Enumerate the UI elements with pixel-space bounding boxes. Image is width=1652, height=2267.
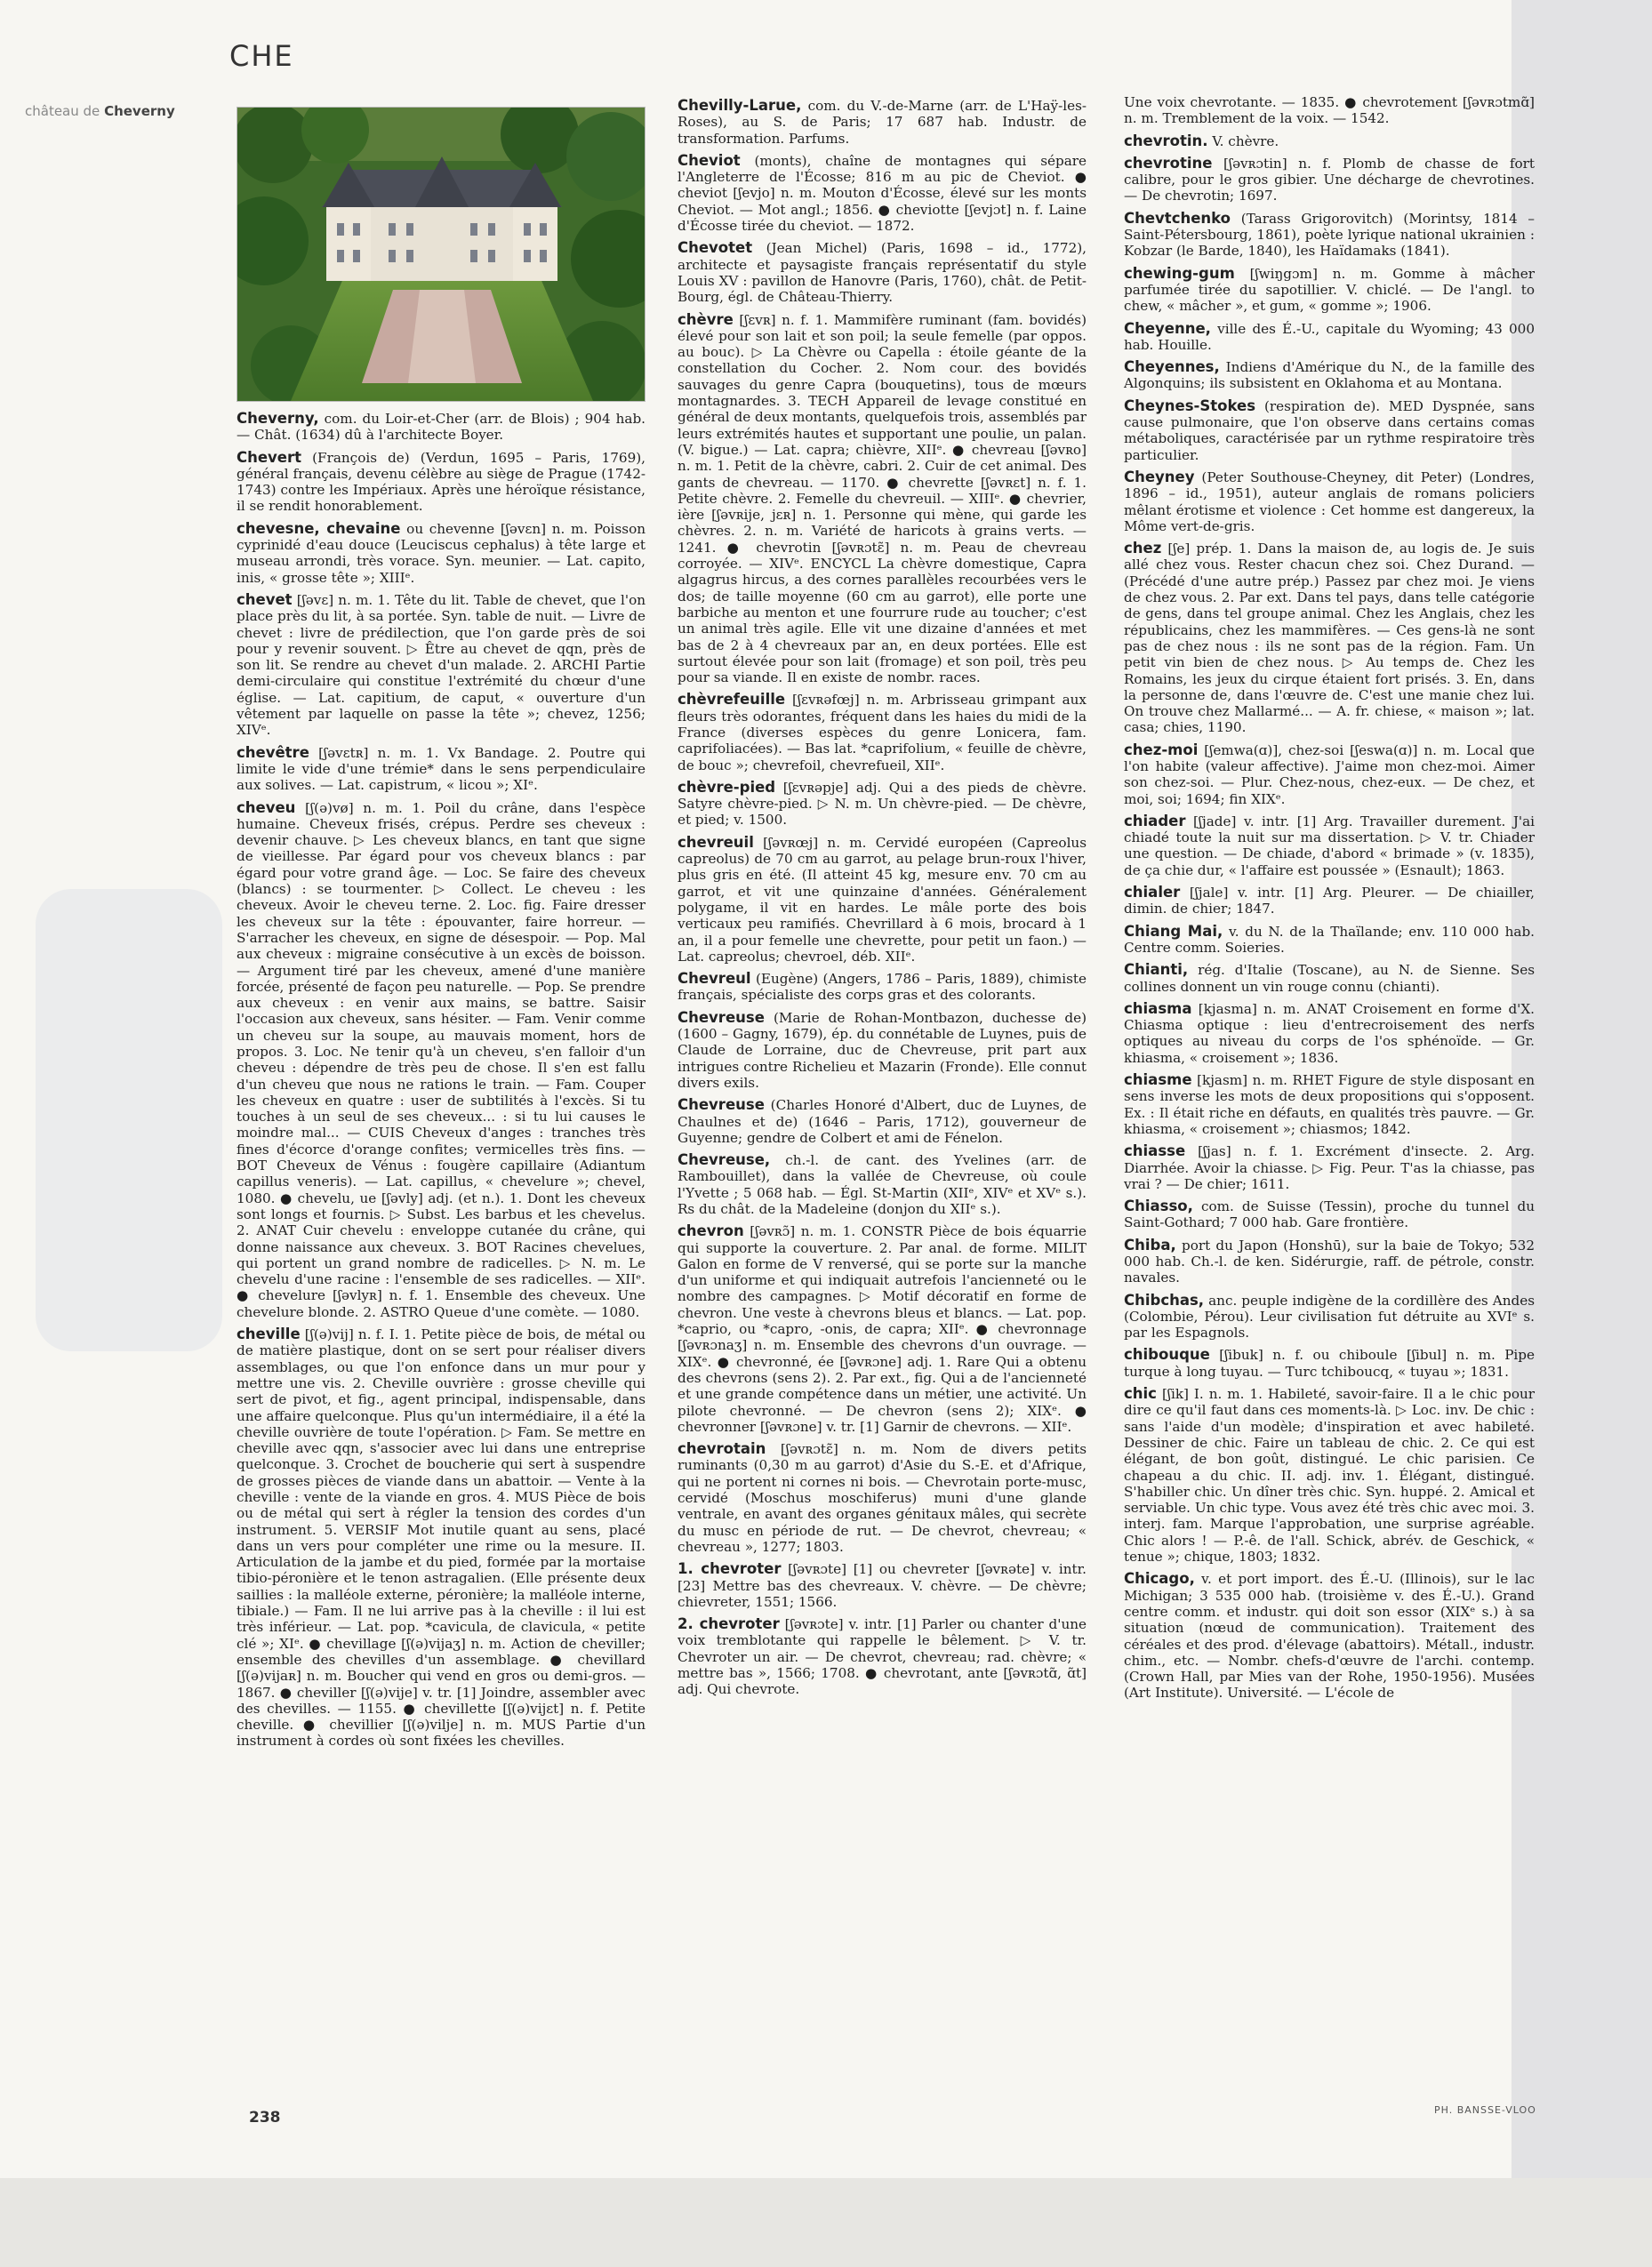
dictionary-entry <box>237 1326 646 1750</box>
entry-definition: [ʃ(ə)vij] n. f. I. 1. Petite pièce de bois, de métal ou de matière plastique, dont on se sert pour réaliser divers assemblages, ou que l'on enfonce dans un mur pour y mettre une vis. 2. Cheville ouvrière : grosse cheville qui sert de pivot, et fig., agent principal, indispensable, dans une affaire quelconque. Plus qu'un intermédiaire, il a été la cheville ouvrière de toute l'opération. ▷ Fam. Se mettre en cheville avec qqn, s'associer avec lui dans une entreprise quelconque. 3. Crochet de boucherie qui sert à suspendre de grosses pièces de viande dans un abattoir. — Vente à la cheville : vente de la viande en gros. 4. MUS Pièce de bois ou de métal qui sert à régler la tension des cordes d'un instrument. 5. VERSIF Mot inutile quant au sens, placé dans un vers pour compléter une rime ou la mesure. II. Articulation de la jambe et du pied, formée par la mortaise tibio-péronière et le tenon astragalien. (Elle présente deux saillies : la malléole externe, péronière; la malléole interne, tibiale.) — Fam. Il ne lui arrive pas à la cheville : il lui est très inférieur. — Lat. pop. *cavicula, de clavicula, « petite clé »; XIᵉ. ● chevillage [ʃ(ə)vijaʒ] n. m. Action de cheviller; ensemble des chevilles d'un assemblage. ● chevillard [ʃ(ə)vijaʀ] n. m. Boucher qui vend en gros ou demi-gros. — 1867. ● cheviller [ʃ(ə)vije] v. tr. [1] Joindre, assembler avec des chevilles. — 1155. ● chevillette [ʃ(ə)vijɛt] n. f. Petite cheville. ● chevillier [ʃ(ə)vilje] n. m. MUS Partie d'un instrument à cordes où sont fixées les chevilles. <box>237 1326 646 1750</box>
entry-headword: Chibchas, <box>1124 1291 1205 1309</box>
dictionary-entry <box>1124 1386 1535 1565</box>
entry-headword: chèvre-pied <box>678 778 776 796</box>
dictionary-entry <box>237 411 646 444</box>
dictionary-entry <box>1124 133 1535 149</box>
dictionary-entry <box>678 1010 1087 1091</box>
entry-definition: (Charles Honoré d'Albert, duc de Luynes, de Chaulnes et de) (1646 – Paris, 1712), gouverneur de Guyenne; gendre de Colbert et ami de Fénelon. <box>678 1097 1087 1146</box>
entry-headword: chevreuil <box>678 833 754 851</box>
dictionary-entry <box>678 1223 1087 1435</box>
entry-headword: Cheviot <box>678 151 741 169</box>
entry-headword: Chicago, <box>1124 1570 1195 1588</box>
entry-definition: [ʃibuk] n. f. ou chiboule [ʃibul] n. m. Pipe turque à long tuyau. — Turc tchiboucq, « tuyau »; 1831. <box>1124 1347 1535 1380</box>
entry-headword: chialer <box>1124 884 1181 901</box>
entry-definition: Une voix chevrotante. — 1835. ● chevrotement [ʃəvʀɔtmɑ̃] n. m. Tremblement de la voix. — 1542. <box>1124 94 1535 127</box>
dictionary-entry <box>1124 1347 1535 1380</box>
entry-definition: [ʃəvʀœj] n. m. Cervidé européen (Capreolus capreolus) de 70 cm au garrot, au pelage brun-roux l'hiver, plus gris en été. (Il atteint 45 kg, mesure env. 70 cm au garrot, et vit une quinzaine d'années. Généralement polygame, il vit en hardes. Le mâle porte des bois verticaux peu ramifiés. Chevrillard à 6 mois, brocard à 1 an, il a pour femelle une chevrette, pour petit un faon.) — Lat. capreolus; chevroel, déb. XIIᵉ. <box>678 834 1087 965</box>
entry-headword: Chevert <box>237 448 302 466</box>
entry-headword: chez-moi <box>1124 741 1199 758</box>
dictionary-entry <box>678 240 1087 305</box>
entry-definition: [ʃəvʀɔte] [1] ou chevreter [ʃəvʀəte] v. intr. [23] Mettre bas des chevreaux. V. chèvre. — De chèvre; chievreter, 1551; 1566. <box>678 1561 1087 1610</box>
photo-caption-prefix: château de <box>25 103 100 119</box>
dictionary-entry <box>1124 469 1535 534</box>
dictionary-entry <box>1124 1072 1535 1137</box>
entry-headword: Chevreuse <box>678 1008 765 1026</box>
entry-definition: ch.-l. de cant. des Yvelines (arr. de Rambouillet), dans la vallée de Chevreuse, où coule l'Yvette ; 5 068 hab. — Égl. St-Martin (XIIᵉ, XIVᵉ et XVᵉ s.). Rs du chât. de la Madeleine (donjon du XIIᵉ s.). <box>678 1152 1087 1217</box>
dictionary-entry <box>678 780 1087 829</box>
entry-definition: [ʃəvɛtʀ] n. m. 1. Vx Bandage. 2. Poutre qui limite le vide d'une trémie* dans le sens perpendiculaire aux solives. — Lat. capistrum, « licou »; XIᵉ. <box>237 744 646 794</box>
dictionary-entry <box>678 835 1087 965</box>
entry-headword: Chevotet <box>678 239 753 257</box>
entry-definition: com. du Loir-et-Cher (arr. de Blois) ; 904 hab. — Chât. (1634) dû à l'architecte Boyer. <box>237 411 646 444</box>
entry-definition: (Peter Southouse-Cheyney, dit Peter) (Londres, 1896 – id., 1951), auteur anglais de romans policiers mêlant érotisme et violence : Cet homme est dangereux, la Môme vert-de-gris. <box>1124 469 1535 534</box>
entry-headword: chic <box>1124 1385 1157 1403</box>
chateau-photo <box>237 107 646 402</box>
dictionary-entry <box>1124 94 1535 127</box>
dictionary-entry <box>1124 813 1535 878</box>
show-through-shadow <box>36 889 222 1351</box>
entry-headword: 1. chevroter <box>678 1560 782 1578</box>
entry-headword: Chianti, <box>1124 961 1189 979</box>
entry-definition: (Marie de Rohan-Montbazon, duchesse de) (1600 – Gagny, 1679), ép. du connétable de Luynes, puis de Claude de Lorraine, duc de Chevreuse, prit part aux intrigues contre Richelieu et Mazarin (Fronde). Elle connut divers exils. <box>678 1009 1087 1091</box>
entry-headword: Chiasso, <box>1124 1198 1193 1215</box>
entry-definition: [ʃəvɛ] n. m. 1. Tête du lit. Table de chevet, que l'on place près du lit, à sa portée. Syn. table de nuit. — Livre de chevet : livre de prédilection, que l'on garde près de soi pour y revenir souvent. ▷ Être au chevet de qqn, près de son lit. Se rendre au chevet d'un malade. 2. ARCHI Partie demi-circulaire qui constitue l'extrémité du chœur d'une église. — Lat. capitium, de caput, « ouverture d'un vêtement par laquelle on passe la tête »; chevez, 1256; XIVᵉ. <box>237 591 646 739</box>
dictionary-entry <box>678 971 1087 1004</box>
dictionary-entry <box>1124 266 1535 315</box>
chateau-illustration <box>237 108 645 401</box>
dictionary-entry <box>1124 1001 1535 1066</box>
entry-headword: chiasma <box>1124 999 1192 1017</box>
entry-definition: [ʃəvʀɔ̃] n. m. 1. CONSTR Pièce de bois équarrie qui supporte la couverture. 2. Par anal. de forme. MILIT Galon en forme de V renversé, qui se porte sur la manche d'un uniforme et qui indiquait autrefois l'ancienneté ou le nombre des campagnes. ▷ Motif décoratif en forme de chevron. Une veste à chevrons bleus et blancs. — Lat. pop. *caprio, ou *capro, -onis, de capra; XIIᵉ. ● chevronnage [ʃəvʀɔnaʒ] n. m. Ensemble des chevrons d'un ouvrage. — XIXᵉ. ● chevronné, ée [ʃəvʀɔne] adj. 1. Rare Qui a obtenu des chevrons (sens 2). 2. Par ext., fig. Qui a de l'ancienneté et une grande compétence dans un métier, une activité. Un pilote chevronné. — De chevron (sens 2); XIXᵉ. ● chevronner [ʃəvʀɔne] v. tr. [1] Garnir de chevrons. — XIIᵉ. <box>678 1223 1087 1435</box>
dictionary-entry <box>1124 398 1535 463</box>
photo-caption <box>25 103 175 119</box>
running-head: CHE <box>229 39 294 73</box>
entry-definition: [ʃɛvʀəpje] adj. Qui a des pieds de chèvre. Satyre chèvre-pied. ▷ N. m. Un chèvre-pied. — De chèvre, et pied; v. 1500. <box>678 779 1087 829</box>
entry-definition: [kjasma] n. m. ANAT Croisement en forme d'X. Chiasma optique : lieu d'entrecroisement des nerfs optiques au niveau du corps de l'os sphénoïde. — Gr. khiasma, « croisement »; 1836. <box>1124 1000 1535 1066</box>
entry-headword: chez <box>1124 540 1162 557</box>
entry-definition: [ʃjade] v. intr. [1] Arg. Travailler durement. J'ai chiadé toute la nuit sur ma dissertation. ▷ V. tr. Chiader une question. — De chiade, d'abord « brimade » (v. 1835), de ça chie dur, « l'affaire est poussée » (Esnault); 1863. <box>1124 813 1535 878</box>
text-column-1 <box>237 411 646 1756</box>
entry-headword: chèvrefeuille <box>678 691 786 709</box>
scanner-margin-bottom <box>0 2178 1652 2267</box>
entry-definition: (Tarass Grigorovitch) (Morintsy, 1814 – Saint-Pétersbourg, 1861), poète lyrique national ukrainien : Kobzar (le Barde, 1840), les Haïdamaks (1841). <box>1124 210 1535 260</box>
entry-definition: [ʃɛvʀ] n. f. 1. Mammifère ruminant (fam. bovidés) élevé pour son lait et son poil; la seule femelle (par oppos. au bouc). ▷ La Chèvre ou Capella : étoile géante de la constellation du Cocher. 2. Nom cour. des bovidés sauvages du genre Capra (bouquetins), tous de mœurs montagnardes. 3. TECH Appareil de levage constitué en général de deux montants, quelquefois trois, assemblés par leurs extrémités hautes et supportant une poulie, un palan. (V. bigue.) — Lat. capra; chièvre, XIIᵉ. ● chevreau [ʃəvʀo] n. m. 1. Petit de la chèvre, cabri. 2. Cuir de cet animal. Des gants de chevreau. — 1170. ● chevrette [ʃəvʀɛt] n. f. 1. Petite chèvre. 2. Femelle du chevreuil. — XIIIᵉ. ● chevrier, ière [ʃəvʀije, jɛʀ] n. 1. Personne qui mène, qui garde les chèvres. 2. n. m. Variété de haricots à grains verts. — 1241. ● chevrotin [ʃəvʀɔtɛ̃] n. m. Peau de chevreau corroyée. — XIVᵉ. ENCYCL La chèvre domestique, Capra algagrus hircus, a des cornes parallèles recourbées vers le dos; de taille moyenne (60 cm au garrot), elle porte une barbiche au menton et une fourrure rude au toucher; c'est un animal très agile. Elle vit une dizaine d'années et met bas de 2 à 4 chevreaux par an, en deux portées. Elle est surtout élevée pour son lait (fromage) et son poil, très peu pour sa viande. Il en existe de nombr. races. <box>678 311 1087 686</box>
dictionary-entry <box>1124 1143 1535 1192</box>
entry-headword: chevesne, chevaine <box>237 519 401 537</box>
entry-definition: [ʃəvʀɔtɛ̃] n. m. Nom de divers petits ruminants (0,30 m au garrot) d'Asie du S.-E. et d'Afrique, qui ne portent ni cornes ni bois. — Chevrotain porte-musc, cervidé (Moschus moschiferus) muni d'une glande ventrale, en avant des organes génitaux mâles, qui secrète du musc en période de rut. — De chevrot, chevreau; « chevreau », 1277; 1803. <box>678 1441 1087 1555</box>
dictionary-entry <box>1124 541 1535 736</box>
dictionary-entry <box>237 800 646 1321</box>
dictionary-entry <box>237 521 646 586</box>
entry-headword: Chevreuse <box>678 1096 765 1114</box>
entry-definition: com. du V.-de-Marne (arr. de L'Haÿ-les-Roses), au S. de Paris; 17 687 hab. Industr. de transformation. Parfums. <box>678 98 1087 147</box>
entry-headword: chibouque <box>1124 1346 1210 1364</box>
entry-definition: ou chevenne [ʃəvɛn] n. m. Poisson cyprinidé d'eau douce (Leuciscus cephalus) à tête large et museau arrondi, très vorace. Syn. meunier. — Lat. capito, inis, « grosse tête »; XIIIᵉ. <box>237 520 646 586</box>
photo-credit: PH. BANSSE-VLOO <box>1434 2104 1536 2116</box>
entry-definition: [ʃjas] n. f. 1. Excrément d'insecte. 2. Arg. Diarrhée. Avoir la chiasse. ▷ Fig. Peur. T'as la chiasse, pas vrai ? — De chier; 1611. <box>1124 1143 1535 1192</box>
dictionary-entry <box>1124 885 1535 917</box>
entry-headword: Chevreul <box>678 970 751 988</box>
entry-headword: Chiba, <box>1124 1236 1176 1254</box>
text-column-2 <box>678 98 1087 1704</box>
dictionary-entry <box>237 592 646 739</box>
dictionary-entry <box>1124 359 1535 392</box>
dictionary-entry <box>1124 1293 1535 1342</box>
dictionary-entry <box>1124 1571 1535 1701</box>
entry-headword: Cheyenne, <box>1124 319 1211 337</box>
entry-definition: (François de) (Verdun, 1695 – Paris, 1769), général français, devenu célèbre au siège de Prague (1742-1743) contre les Impériaux. Après une héroïque résistance, il se rendit honorablement. <box>237 449 646 515</box>
dictionary-entry <box>237 450 646 515</box>
dictionary-entry <box>678 98 1087 147</box>
entry-definition: [ʃwiŋgɔm] n. m. Gomme à mâcher parfumée tirée du sapotillier. V. chiclé. — De l'angl. to chew, « mâcher », et gum, « gomme »; 1906. <box>1124 265 1535 315</box>
dictionary-entry <box>678 692 1087 773</box>
entry-definition: rég. d'Italie (Toscane), au N. de Sienne. Ses collines donnent un vin rouge connu (chianti). <box>1124 962 1536 995</box>
entry-headword: cheveu <box>237 798 296 816</box>
entry-definition: [ʃjale] v. intr. [1] Arg. Pleurer. — De chiailler, dimin. de chier; 1847. <box>1124 885 1535 917</box>
entry-definition: anc. peuple indigène de la cordillère des Andes (Colombie, Pérou). Leur civilisation fut détruite au XVIᵉ s. par les Espagnols. <box>1124 1292 1536 1342</box>
photo-caption-name: Cheverny <box>104 103 175 119</box>
text-column-3 <box>1124 94 1535 1708</box>
entry-headword: chevet <box>237 590 293 608</box>
dictionary-entry <box>678 1561 1087 1610</box>
entry-definition: port du Japon (Honshū), sur la baie de Tokyo; 532 000 hab. Ch.-l. de ken. Sidérurgie, raff. de pétrole, constr. navales. <box>1124 1237 1535 1286</box>
entry-headword: chiasse <box>1124 1142 1186 1160</box>
entry-definition: [ʃe] prép. 1. Dans la maison de, au logis de. Je suis allé chez vous. Rester chacun chez soi. Chez Durand. — (Précédé d'une autre prép.) Passez par chez moi. Je viens de chez vous. 2. Par ext. Dans tel pays, dans telle catégorie de gens, dans tel groupe animal. Chez les Anglais, chez les républicains, chez les mammifères. — Ces gens-là ne sont pas de chez nous : ils ne sont pas de la région. Fam. Un petit vin bien de chez nous. ▷ Au temps de. Chez les Romains, les jeux du cirque étaient fort prisés. 3. En, dans la personne de, dans l'œuvre de. C'est une manie chez lui. On trouve chez Mallarmé... — A. fr. chiese, « maison »; lat. casa; chies, 1190. <box>1124 541 1535 736</box>
dictionary-entry <box>678 312 1087 686</box>
entry-definition: v. et port import. des É.-U. (Illinois), sur le lac Michigan; 3 535 000 hab. (troisième v. des É.-U.). Grand centre comm. et industr. qui doit son essor (XIXᵉ s.) à sa situation (nœud de communication). Traitement des céréales et des prod. d'élevage (abattoirs). Métall., industr. chim., etc. — Nombr. chefs-d'œuvre de l'archi. contemp. (Crown Hall, par Mies van der Rohe, 1950-1956). Musées (Art Institute). Université. — L'école de <box>1124 1571 1535 1702</box>
entry-headword: cheville <box>237 1326 301 1343</box>
entry-headword: 2. chevroter <box>678 1615 780 1633</box>
entry-definition: [ʃemwa(ɑ)], chez-soi [ʃeswa(ɑ)] n. m. Local que l'on habite (valeur affective). J'aime mon chez-moi. Aimer son chez-soi. — Plur. Chez-nous, chez-eux. — De chez, et moi, soi; 1694; fin XIXᵉ. <box>1124 741 1536 807</box>
entry-headword: chevrotine <box>1124 154 1213 172</box>
entry-headword: chevron <box>678 1222 744 1240</box>
entry-headword: Cheynes-Stokes <box>1124 397 1256 414</box>
dictionary-entry <box>1124 962 1535 995</box>
dictionary-entry <box>678 153 1087 234</box>
dictionary-entry <box>1124 742 1535 807</box>
dictionary-entry <box>678 1441 1087 1555</box>
entry-definition: (respiration de). MED Dyspnée, sans cause pulmonaire, que l'on observe dans certains comas métaboliques, caractérisée par un rythme respiratoire très particulier. <box>1124 397 1536 463</box>
dictionary-entry <box>1124 1238 1535 1286</box>
dictionary-entry <box>1124 321 1535 354</box>
entry-headword: Chiang Mai, <box>1124 922 1223 940</box>
entry-headword: Chevtchenko <box>1124 209 1231 227</box>
entry-definition: ville des É.-U., capitale du Wyoming; 43 000 hab. Houille. <box>1124 320 1535 353</box>
entry-headword: chevêtre <box>237 743 309 761</box>
entry-definition: Indiens d'Amérique du N., de la famille des Algonquins; ils subsistent en Oklahoma et au Montana. <box>1124 359 1535 392</box>
entry-headword: chewing-gum <box>1124 264 1235 282</box>
entry-definition: [ʃik] I. n. m. 1. Habileté, savoir-faire. Il a le chic pour dire ce qu'il faut dans ces moments-là. ▷ Loc. inv. De chic : sans l'aide d'un modèle; d'inspiration et avec habileté. Dessiner de chic. Faire un tableau de chic. 2. Ce qui est élégant, de bon goût, distingué. Le chic parisien. Ce chapeau a du chic. II. adj. inv. 1. Élégant, distingué. S'habiller chic. Un dîner très chic. Syn. huppé. 2. Amical et serviable. Un chic type. Vous avez été très chic avec moi. 3. interj. fam. Marque l'approbation, une surprise agréable. Chic alors ! — P.-ê. de l'all. Schick, abrév. de Geschick, « tenue »; chique, 1803; 1832. <box>1124 1386 1536 1566</box>
dictionary-entry <box>237 745 646 794</box>
entry-definition: (Jean Michel) (Paris, 1698 – id., 1772), architecte et paysagiste français représentatif du style Louis XV : pavillon de Hanovre (Paris, 1760), chât. de Petit-Bourg, égl. de Château-Thierry. <box>678 240 1087 306</box>
entry-headword: Chevilly-Larue, <box>678 97 802 114</box>
entry-headword: Chevreuse, <box>678 1151 771 1169</box>
dictionary-entry <box>678 1616 1087 1697</box>
entry-definition: v. du N. de la Thaïlande; env. 110 000 hab. Centre comm. Soieries. <box>1124 923 1536 956</box>
entry-headword: chiader <box>1124 812 1186 829</box>
page-number: 238 <box>249 2109 281 2127</box>
entry-headword: Cheverny, <box>237 410 319 427</box>
entry-definition: (Eugène) (Angers, 1786 – Paris, 1889), chimiste français, spécialiste des corps gras et des colorants. <box>678 971 1087 1004</box>
entry-definition: [kjasm] n. m. RHET Figure de style disposant en sens inverse les mots de deux propositions qui s'opposent. Ex. : Il était riche en défauts, en qualités très pauvre. — Gr. khiasma, « croisement »; chiasmos; 1842. <box>1124 1072 1536 1137</box>
entry-headword: chevrotain <box>678 1440 766 1458</box>
entry-definition: [ʃəvʀɔte] v. intr. [1] Parler ou chanter d'une voix tremblotante qui rappelle le bêlement. ▷ V. tr. Chevroter un air. — De chevrot, chevreau; rad. chèvre; « mettre bas », 1566; 1708. ● chevrotant, ante [ʃəvʀɔtɑ̃, ɑ̃t] adj. Qui chevrote. <box>678 1616 1087 1698</box>
dictionary-entry <box>678 1097 1087 1146</box>
entry-definition: com. de Suisse (Tessin), proche du tunnel du Saint-Gothard; 7 000 hab. Gare frontière. <box>1124 1198 1536 1231</box>
entry-headword: Cheyney <box>1124 468 1195 485</box>
dictionary-entry <box>1124 211 1535 260</box>
dictionary-entry <box>1124 1198 1535 1231</box>
entry-headword: Cheyennes, <box>1124 358 1220 376</box>
entry-definition: [ʃəvʀɔtin] n. f. Plomb de chasse de fort calibre, pour le gros gibier. Une décharge de chevrotines. — De chevrotin; 1697. <box>1124 155 1535 204</box>
dictionary-entry <box>1124 156 1535 204</box>
entry-definition: (monts), chaîne de montagnes qui sépare l'Angleterre de l'Écosse; 816 m au pic de Cheviot. ● cheviot [ʃevjo] n. m. Mouton d'Écosse, élevé sur les monts Cheviot. — Mot angl.; 1856. ● cheviotte [ʃevjɔt] n. f. Laine d'Écosse tirée du cheviot. — 1872. <box>678 152 1087 235</box>
entry-headword: chiasme <box>1124 1071 1192 1089</box>
entry-definition: [ʃɛvʀəfœj] n. m. Arbrisseau grimpant aux fleurs très odorantes, fréquent dans les haies du midi de la France (diverses espèces du genre Lonicera, fam. caprifoliacées). — Bas lat. *caprifolium, « feuille de chèvre, de bouc »; chevrefoil, chevrefueil, XIIᵉ. <box>678 692 1087 773</box>
entry-definition: [ʃ(ə)vø] n. m. 1. Poil du crâne, dans l'espèce humaine. Cheveux frisés, crépus. Perdre ses cheveux : devenir chauve. ▷ Les cheveux blancs, en tant que signe de vieillesse. Par égard pour vos cheveux blancs : par égard pour votre grand âge. — Loc. Se faire des cheveux (blancs) : se tourmenter. ▷ Collect. Le cheveu : les cheveux. Avoir le cheveu terne. 2. Loc. fig. Faire dresser les cheveux sur la tête : épouvanter, faire horreur. — S'arracher les cheveux, en signe de désespoir. — Pop. Mal aux cheveux : migraine consécutive à un excès de boisson. — Argument tiré par les cheveux, amené d'une manière forcée, présenté de façon peu naturelle. — Pop. Se prendre aux cheveux : en venir aux mains, se battre. Saisir l'occasion aux cheveux, sans hésiter. — Fam. Venir comme un cheveu sur la soupe, au mauvais moment, hors de propos. 3. Loc. Ne tenir qu'à un cheveu, s'en falloir d'un cheveu : dépendre de très peu de chose. Il s'en est fallu d'un cheveu que nous ne rations le train. — Fam. Couper les cheveux en quatre : user de subtilités à l'excès. Si tu touches à un seul de ses cheveux... : si tu lui causes le moindre mal... — CUIS Cheveux d'anges : tranches très fines d'écorce d'orange confites; vermicelles très fins. — BOT Cheveux de Vénus : fougère capillaire (Adiantum capillus veneris). — Lat. capillus, « chevelure »; chevel, 1080. ● chevelu, ue [ʃəvly] adj. (et n.). 1. Dont les cheveux sont longs et fournis. ▷ Subst. Les barbus et les chevelus. 2. ANAT Cuir chevelu : enveloppe cutanée du crâne, qui donne naissance aux cheveux. 3. BOT Racines chevelues, qui portent un grand nombre de radicelles. ▷ N. m. Le chevelu d'une racine : l'ensemble de ses radicelles. — XIIᵉ. ● chevelure [ʃəvlyʀ] n. f. 1. Ensemble des cheveux. Une chevelure blonde. 2. ASTRO Queue d'une comète. — 1080. <box>237 799 646 1320</box>
entry-headword: chèvre <box>678 310 734 328</box>
entry-definition: V. chèvre. <box>1212 132 1279 149</box>
dictionary-entry <box>678 1152 1087 1217</box>
dictionary-entry <box>1124 924 1535 957</box>
entry-headword: chevrotin. <box>1124 132 1208 149</box>
